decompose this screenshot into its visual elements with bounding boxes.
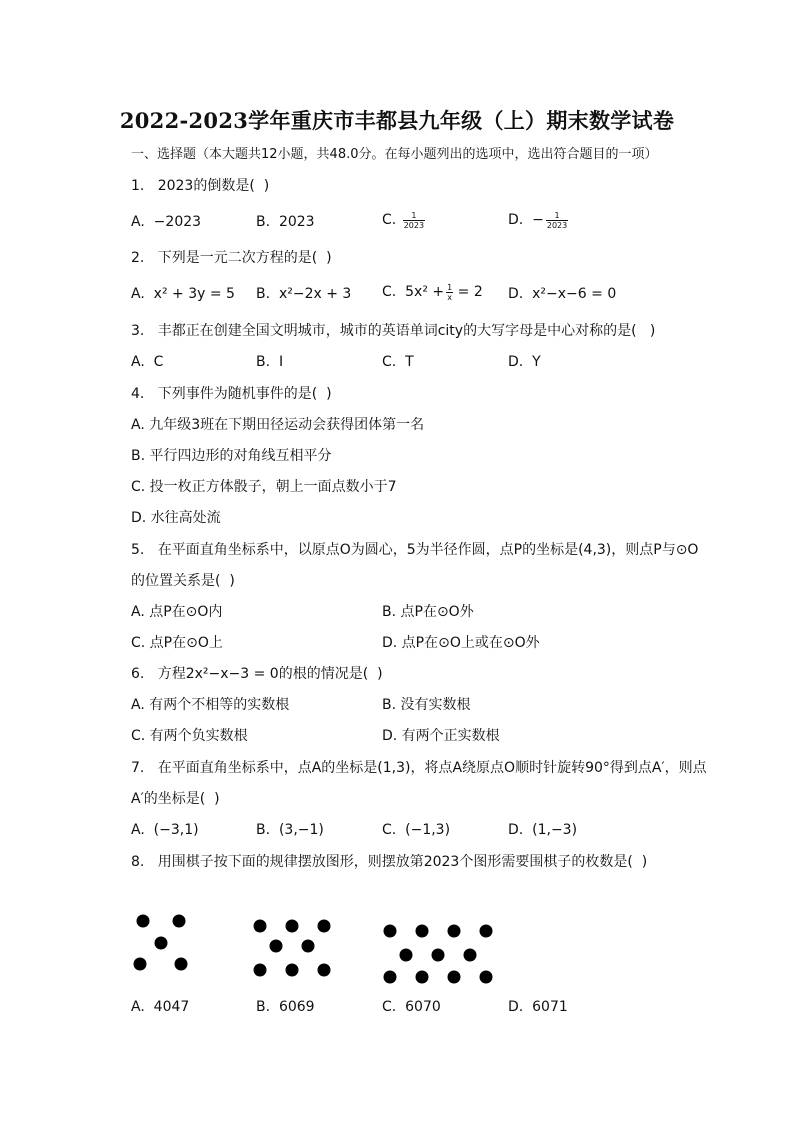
go-stone [137,915,150,928]
q6-option-c: C. 有两个负实数根 [131,728,248,744]
question-1-stem: 1. 2023的倒数是( ) [131,178,270,194]
go-stone [384,925,397,938]
q2-option-c-tail: = 2 [453,284,483,300]
q5-option-b: B. 点P在⊙O外 [382,604,474,620]
q1-option-b: B. 2023 [256,214,315,230]
q6-option-a: A. 有两个不相等的实数根 [131,697,290,713]
go-stone [254,964,267,977]
question-4-stem: 4. 下列事件为随机事件的是( ) [131,386,332,402]
q1-option-a: A. −2023 [131,214,202,230]
go-stone [480,925,493,938]
question-5-stem-line1: 5. 在平面直角坐标系中，以原点O为圆心，5为半径作圆，点P的坐标是(4,3)，则点P与⊙O [131,542,699,558]
q6-option-b: B. 没有实数根 [382,697,471,713]
question-5-stem-line2: 的位置关系是( ) [131,573,235,589]
go-stone [318,920,331,933]
q6-option-d: D. 有两个正实数根 [382,728,500,744]
q4-option-d: D. 水往高处流 [131,510,221,526]
question-7-stem-line2: A′的坐标是( ) [131,791,220,807]
go-stone [400,949,413,962]
fraction-numerator: 1 [403,211,425,221]
fraction-numerator: 1 [546,211,568,221]
q1-option-c [382,210,425,230]
go-stone [384,971,397,984]
question-2-stem: 2. 下列是一元二次方程的是( ) [131,250,332,266]
go-stone [432,949,445,962]
q1-option-d-fraction [546,211,568,230]
go-stone [270,940,283,953]
q1-option-d-label: D. − [508,212,544,228]
go-stone [155,937,168,950]
page-title: 2022-2023学年重庆市丰都县九年级（上）期末数学试卷 [119,108,675,133]
go-stone [464,949,477,962]
q3-option-a: A. C [131,354,164,370]
q8-option-a: A. 4047 [131,999,190,1015]
go-stone [173,915,186,928]
fraction-denominator: 2023 [546,220,568,230]
q8-option-d: D. 6071 [508,999,568,1015]
go-stone [448,925,461,938]
question-7-stem-line1: 7. 在平面直角坐标系中，点A的坐标是(1,3)，将点A绕原点O顺时针旋转90°得到点A′，则点 [131,760,707,776]
q5-option-d: D. 点P在⊙O上或在⊙O外 [382,635,540,651]
q7-option-a: A. (−3,1) [131,822,199,838]
q2-option-d: D. x²−x−6 = 0 [508,286,617,302]
q2-option-b: B. x²−2x + 3 [256,286,352,302]
q1-option-d [508,210,568,230]
q3-option-c: C. T [382,354,414,370]
question-3-stem: 3. 丰都正在创建全国文明城市，城市的英语单词city的大写字母是中心对称的是( ) [131,323,656,339]
go-stone [416,925,429,938]
q8-option-b: B. 6069 [256,999,315,1015]
q1-option-c-label: C. [382,212,397,228]
go-stone [448,971,461,984]
q7-option-d: D. (1,−3) [508,822,578,838]
q2-option-a: A. x² + 3y = 5 [131,286,235,302]
fraction-numerator: 1 [447,282,453,292]
go-stone [318,964,331,977]
go-stone [480,971,493,984]
q4-option-a: A. 九年级3班在下期田径运动会获得团体第一名 [131,417,425,433]
q2-option-c-label: C. 5x² + [382,284,445,300]
q7-option-b: B. (3,−1) [256,822,324,838]
go-stone [286,920,299,933]
q5-option-a: A. 点P在⊙O内 [131,604,223,620]
question-8-stem: 8. 用围棋子按下面的规律摆放图形，则摆放第2023个图形需要围棋子的枚数是( ) [131,854,648,870]
q3-option-d: D. Y [508,354,541,370]
q8-option-c: C. 6070 [382,999,441,1015]
section-heading: 一、选择题（本大题共12小题，共48.0分。在每小题列出的选项中，选出符合题目的一项） [131,147,658,162]
go-stone [416,971,429,984]
q5-option-c: C. 点P在⊙O上 [131,635,223,651]
fraction-denominator: x [447,292,453,302]
go-stone [302,940,315,953]
q7-option-c: C. (−1,3) [382,822,451,838]
go-stone [254,920,267,933]
q2-option-c [382,282,483,302]
fraction-denominator: 2023 [403,220,425,230]
q1-option-c-fraction [403,211,425,230]
q4-option-c: C. 投一枚正方体骰子，朝上一面点数小于7 [131,479,397,495]
go-stone [286,964,299,977]
go-stone [175,958,188,971]
go-stones-pattern-figure [125,905,505,985]
q3-option-b: B. I [256,354,284,370]
q4-option-b: B. 平行四边形的对角线互相平分 [131,448,332,464]
go-stone [134,958,147,971]
question-6-stem: 6. 方程2x²−x−3 = 0的根的情况是( ) [131,666,383,682]
